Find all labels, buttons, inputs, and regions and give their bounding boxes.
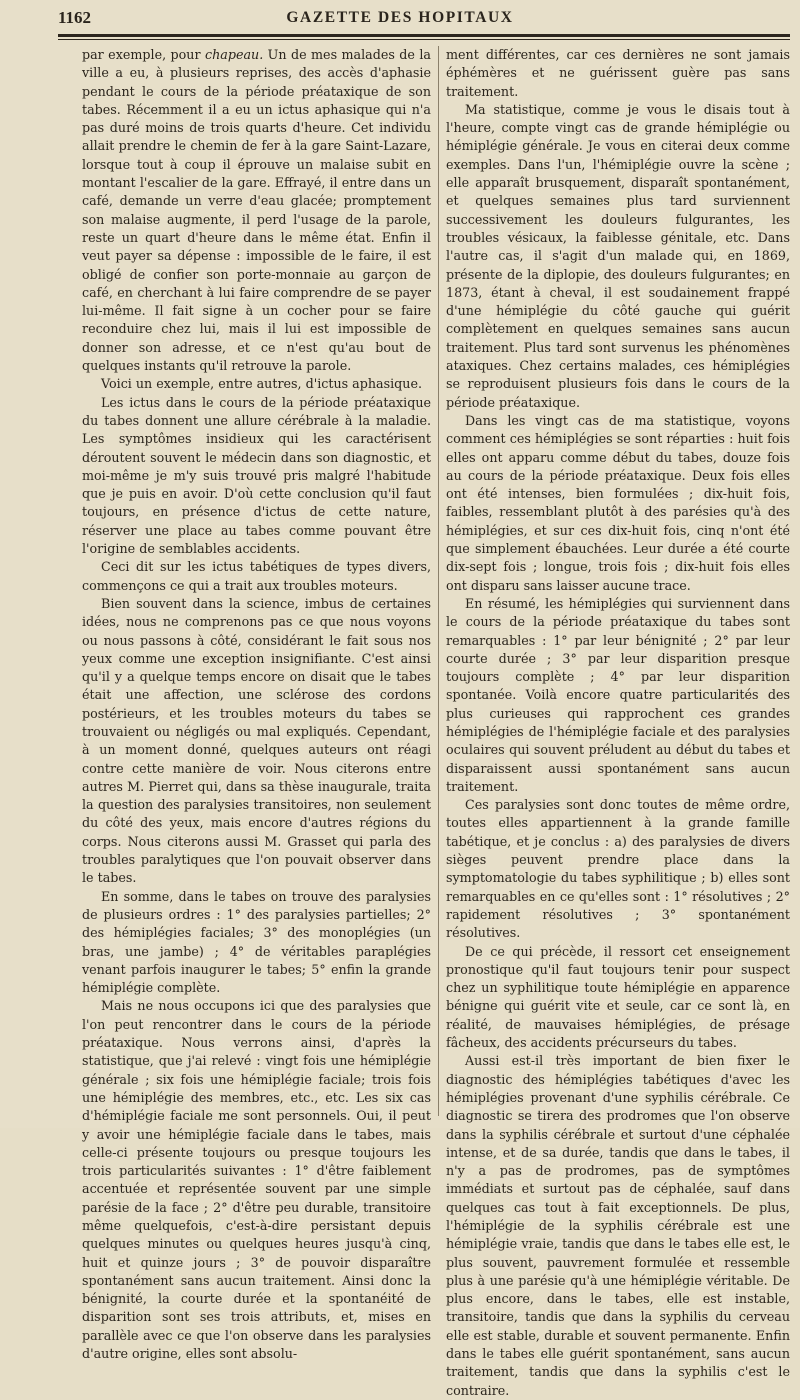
- right-paragraph: Ma statistique, comme je vous le disais tout à l'heure, compte vingt cas de grande hémiplégie ou hémiplégie générale. Je vous en citerai deux comme exemples. Dans l'un, l'hémiplégie ouvre la scène ; elle apparaît brusquement, disparaît spontanément, et quelques semaines plus tard surviennent successivement les douleurs fulgurantes, les troubles vésicaux, la faiblesse génitale, etc. Dans l'autre cas, il s'agit d'un malade qui, en 1869, présente de la diplopie, des douleurs fulgurantes; en 1873, étant à cheval, il est soudainement frappé d'une hémiplégie du côté gauche qui guérit complètement en quelques semaines sans aucun traitement. Plus tard sont survenus les phénomènes ataxiques. Chez certains malades, ces hémiplégies se reproduisent plusieurs fois dans le cours de la période préataxique.: [446, 101, 790, 410]
- left-paragraph: En somme, dans le tabes on trouve des paralysies de plusieurs ordres : 1° des paralysies partielles; 2° des hémiplégies faciales; 3° des monoplégies (un bras, une jambe) ; 4° de véritables paraplégies venant parfois inaugurer le tabes; 5° enfin la grande hémiplégie complète.: [82, 888, 431, 996]
- right-paragraph: ment différentes, car ces dernières ne sont jamais éphémères et ne guérissent guère pas sans traitement.: [446, 47, 790, 99]
- right-paragraph: Ces paralysies sont donc toutes de même ordre, toutes elles appartiennent à la grande famille tabétique, et je conclus : a) des paralysies de divers sièges peuvent prendre place dans la symptomatologie du tabes syphilitique ; b) elles sont remarquables en ce qu'elles sont : 1° résolutives ; 2° rapidement résolutives ; 3° spontanément résolutives.: [446, 797, 790, 941]
- left-paragraph: Voici un exemple, entre autres, d'ictus aphasique.: [101, 376, 423, 392]
- page-number: 1162: [58, 8, 92, 27]
- running-header-title: GAZETTE DES HOPITAUX: [286, 9, 514, 26]
- header-rule-thin: [58, 39, 790, 40]
- right-paragraph: Aussi est-il très important de bien fixer le diagnostic des hémiplégies tabétiques d'avec les hémiplégies provenant d'une syphilis cérébrale. Ce diagnostic se tirera des prodromes que l'on observe dans la syphilis cérébrale et surtout d'une céphalée intense, et de sa durée, tandis que dans le tabes, il n'y a pas de prodromes, pas de symptômes immédiats et surtout pas de céphalée, sauf dans quelques cas tout à fait exceptionnels. De plus, l'hémiplégie de la syphilis cérébrale est une hémiplégie vraie, tandis que dans le tabes elle est, le plus souvent, pauvrement formulée et ressemble plus à une parésie qu'à une hémiplégie véritable. De plus encore, dans le tabes, elle est instable, transitoire, tandis que dans la syphilis du cerveau elle est stable, durable et souvent permanente. Enfin dans le tabes elle guérit spontanément, sans aucun traitement, tandis que dans la syphilis c'est le contraire.: [446, 1053, 790, 1398]
- left-paragraph: Mais ne nous occupons ici que des paralysies que l'on peut rencontrer dans le cours de la période préataxique. Nous verrons ainsi, d'après la statistique, que j'ai relevé : vingt fois une hémiplégie générale ; six fois une hémiplégie faciale; trois fois une hémiplégie des membres, etc., etc. Les six cas d'hémiplégie faciale me sont personnels. Oui, il peut y avoir une hémiplégie faciale dans le tabes, mais celle-ci présente toujours ou presque toujours les trois particularités suivantes : 1° d'être faiblement accentuée et représentée souvent par une simple parésie de la face ; 2° d'être peu durable, transitoire même quelquefois, c'est-à-dire persistant depuis quelques minutes ou quelques heures jusqu'à cinq, huit et quinze jours ; 3° de pouvoir disparaître spontanément sans aucun traitement. Ainsi donc la bénignité, la courte durée et la spontanéité de disparition sont ses trois attributs, et, mises en parallèle avec ce que l'on observe dans les paralysies d'autre origine, elles sont absolu-: [82, 998, 431, 1362]
- right-paragraph: En résumé, les hémiplégies qui surviennent dans le cours de la période préataxique du tabes sont remarquables : 1° par leur bénignité ; 2° par leur courte durée ; 3° par leur disparition presque toujours complète ; 4° par leur disparition spontanée. Voilà encore quatre particularités des plus curieuses qui rapprochent ces grandes hémiplégies de l'hémiplégie faciale et des paralysies oculaires qui souvent préludent au début du tabes et disparaissent aussi spontanément sans aucun traitement.: [446, 595, 790, 794]
- italic-word: chapeau.: [204, 47, 264, 62]
- text-run: par exemple, pour: [82, 47, 205, 62]
- left-paragraph: Ceci dit sur les ictus tabétiques de types divers, commençons ce qui a trait aux troubles moteurs.: [82, 559, 431, 593]
- left-column: [82, 46, 431, 1362]
- left-paragraph: Bien souvent dans la science, imbus de certaines idées, nous ne comprenons pas ce que nous voyons ou nous passons à côté, considérant le fait sous nos yeux comme une exception insignifiante. C'est ainsi qu'il y a quelque temps encore on disait que le tabes était une affection, une sclérose des cordons postérieurs, et les troubles moteurs du tabes se trouvaient ou négligés ou mal expliqués. Cependant, à un moment donné, quelques auteurs ont réagi contre cette manière de voir. Nous citerons entre autres M. Pierret qui, dans sa thèse inaugurale, traita la question des paralysies transitoires, non seulement du côté des yeux, mais encore d'autres régions du corps. Nous citerons aussi M. Grasset qui parla des troubles paralytiques que l'on pouvait observer dans le tabes.: [82, 595, 431, 886]
- left-paragraph: Les ictus dans le cours de la période préataxique du tabes donnent une allure cérébrale à la maladie. Les symptômes insidieux qui les caractérisent déroutent souvent le médecin dans son diagnostic, et moi-même je m'y suis trouvé pris malgré l'habitude que je puis en avoir. D'où cette conclusion qu'il faut toujours, en présence d'ictus de cette nature, réserver une place au tabes comme pouvant être l'origine de semblables accidents.: [82, 394, 431, 557]
- text-run: Un de mes malades de la ville a eu, à plusieurs reprises, des accès d'aphasie pendant le cours de la période préataxique de son tabes. Récemment il a eu un ictus aphasique qui n'a pas duré moins de trois quarts d'heure. Cet individu allait prendre le chemin de fer à la gare Saint-Lazare, lorsque tout à coup il éprouve un malaise subit en montant l'escalier de la gare. Effrayé, il entre dans un café, demande un verre d'eau glacée; promptement son malaise augmente, il perd l'usage de la parole, reste un quart d'heure dans le même état. Enfin il veut payer sa dépense : impossible de le faire, il est obligé de confier son porte-monnaie au garçon de café, en cherchant à lui faire comprendre de se payer lui-même. Il fait signe à un cocher pour se faire reconduire chez lui, mais il lui est impossible de donner son adresse, et ce n'est qu'au bout de quelques instants qu'il retrouve la parole.: [82, 47, 431, 374]
- right-paragraph: Dans les vingt cas de ma statistique, voyons comment ces hémiplégies se sont réparties : huit fois elles ont apparu comme début du tabes, douze fois au cours de la période préataxique. Deux fois elles ont été intenses, bien formulées ; dix-huit fois, faibles, ressemblant plutôt à des parésies qu'à des hémiplégies, et sur ces dix-huit fois, cinq n'ont été que simplement ébauchées. Leur durée a été courte dix-sept fois ; longue, trois fois ; dix-huit fois elles ont disparu sans laisser aucune trace.: [446, 412, 790, 593]
- left-paragraph: [82, 46, 431, 375]
- column-divider: [438, 46, 439, 1116]
- header-rule-thick: [58, 34, 790, 37]
- right-paragraph: De ce qui précède, il ressort cet enseignement pronostique qu'il faut toujours tenir pour suspect chez un syphilitique toute hémiplégie en apparence bénigne qui guérit vite et seule, car ce sont là, en réalité, de mauvaises hémiplégies, de présage fâcheux, des accidents précurseurs du tabes.: [446, 943, 790, 1051]
- right-column: [446, 46, 790, 1398]
